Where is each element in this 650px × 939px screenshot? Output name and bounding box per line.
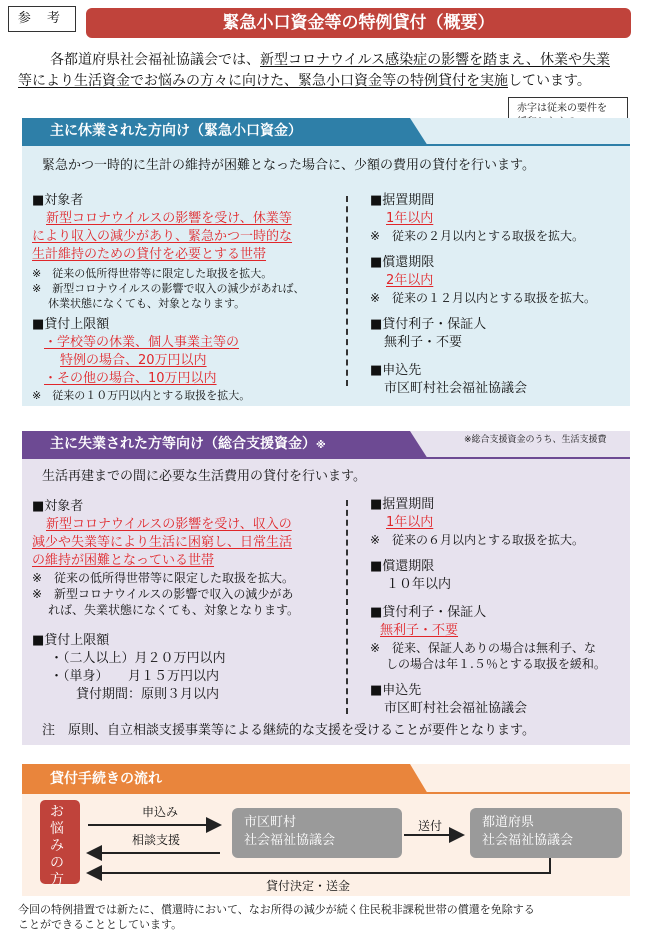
apply-label: ■申込先 xyxy=(370,363,422,378)
legend-note-line: 赤字は従来の要件を xyxy=(517,103,607,114)
limit-line: 特例の場合、20万円以内 xyxy=(60,353,207,368)
decision-arrow-label: 貸付決定・送金 xyxy=(266,879,351,893)
target-note: れば、失業状態になくても、対象となります。 xyxy=(48,603,300,617)
interest-value: 無利子・不要 xyxy=(380,623,459,638)
prefecture-line: 社会福祉協議会 xyxy=(482,833,574,848)
apply-label: ■申込先 xyxy=(370,683,422,698)
limit-line: 貸付期間：原則３月以内 xyxy=(76,687,220,702)
target-line: の維持が困難となっている世帯 xyxy=(32,553,215,568)
send-arrow-label: 送付 xyxy=(418,819,443,833)
section1-right-block xyxy=(370,192,630,398)
municipal-council-box xyxy=(232,808,402,858)
limit-line: ・（二人以上）月２０万円以内 xyxy=(50,651,226,666)
consult-arrow-label: 相談支援 xyxy=(132,833,181,847)
target-note: ※ 従来の低所得世帯等に限定した取扱を拡大。 xyxy=(32,267,273,280)
section1-divider xyxy=(346,196,348,386)
section2-heading-text: 主に失業された方等向け（総合支援資金） xyxy=(50,436,316,452)
defer-value: 1年以内 xyxy=(386,515,434,530)
municipal-line: 市区町村 xyxy=(244,815,297,830)
interest-label: ■貸付利子・保証人 xyxy=(370,317,487,332)
section2-heading xyxy=(22,431,326,457)
repay-label: ■償還期限 xyxy=(370,559,435,574)
intro-text: 各都道府県社会福祉協議会では、 xyxy=(50,52,260,68)
intro-text: しています。 xyxy=(508,73,591,89)
target-line: 減少や失業等により生活に困窮し、日常生活 xyxy=(32,535,293,550)
section2-heading-mark: ※ xyxy=(316,440,326,451)
limit-label: ■貸付上限額 xyxy=(32,633,110,648)
section2-limit-block xyxy=(32,632,332,704)
page-title: 緊急小口資金等の特例貸付（概要） xyxy=(86,8,631,38)
target-line: 新型コロナウイルスの影響を受け、休業等 xyxy=(46,211,292,226)
interest-value: 無利子・不要 xyxy=(384,335,463,350)
interest-label: ■貸付利子・保証人 xyxy=(370,605,487,620)
intro-paragraph xyxy=(18,50,632,92)
bottom-note-line: 今回の特例措置では新たに、償還時において、なお所得の減少が続く住民税非課税世帯の償還を免除する xyxy=(18,903,535,916)
interest-note: しの場合は年１.５％とする取扱を緩和。 xyxy=(386,657,606,671)
apply-value: 市区町村社会福祉協議会 xyxy=(384,381,528,396)
section2-lead: 生活再建までの間に必要な生活費用の貸付を行います。 xyxy=(42,469,366,484)
target-note: ※ 従来の低所得世帯等に限定した取扱を拡大。 xyxy=(32,571,295,585)
apply-arrow-label: 申込み xyxy=(142,805,179,819)
municipal-line: 社会福祉協議会 xyxy=(244,833,336,848)
target-line: 生計維持のための貸付を必要とする世帯 xyxy=(32,247,267,262)
limit-line: ・学校等の休業、個人事業主等の xyxy=(44,335,240,350)
repay-label: ■償還期限 xyxy=(370,255,435,270)
decision-arrow xyxy=(88,856,550,873)
repay-note: ※ 従来の１２月以内とする取扱を拡大。 xyxy=(370,291,597,305)
bottom-note-line: ことができることとしています。 xyxy=(18,918,183,931)
section2-side-note: ※総合支援資金のうち、生活支援費 xyxy=(464,435,607,445)
bottom-note xyxy=(18,902,638,932)
section2-right-block xyxy=(370,496,630,718)
intro-text-underlined: 等により生活資金でお悩みの方々に向けた、緊急小口資金等の特例貸付を実施 xyxy=(18,73,508,89)
section1-limit-block xyxy=(32,316,332,403)
section2-footnote: 注 原則、自立相談支援事業等による継続的な支援を受けることが要件となります。 xyxy=(42,723,535,738)
section1-lead: 緊急かつ一時的に生計の維持が困難となった場合に、少額の費用の貸付を行います。 xyxy=(42,158,535,173)
target-note: 休業状態になくても、対象となります。 xyxy=(48,297,246,310)
limit-line: ・その他の場合、10万円以内 xyxy=(44,371,217,386)
flow-heading: 貸付手続きの流れ xyxy=(50,771,162,787)
limit-note: ※ 従来の１０万円以内とする取扱を拡大。 xyxy=(32,389,251,402)
target-note: ※ 新型コロナウイルスの影響で収入の減少があ xyxy=(32,587,294,601)
defer-note: ※ 従来の６月以内とする取扱を拡大。 xyxy=(370,533,585,547)
repay-value: 2年以内 xyxy=(386,273,434,288)
limit-line: ・（単身） 月１５万円以内 xyxy=(50,669,220,684)
section2-divider xyxy=(346,500,348,714)
defer-label: ■据置期間 xyxy=(370,497,435,512)
prefecture-line: 都道府県 xyxy=(482,815,535,830)
section1-heading: 主に休業された方向け（緊急小口資金） xyxy=(50,123,302,139)
repay-value: １０年以内 xyxy=(386,577,452,592)
target-line: 新型コロナウイルスの影響を受け、収入の xyxy=(46,517,292,532)
person-label: お悩みの方 xyxy=(50,804,64,888)
limit-label: ■貸付上限額 xyxy=(32,317,110,332)
target-label: ■対象者 xyxy=(32,499,84,514)
defer-note: ※ 従来の２月以内とする取扱を拡大。 xyxy=(370,229,585,243)
prefecture-council-box xyxy=(470,808,622,858)
defer-label: ■据置期間 xyxy=(370,193,435,208)
apply-value: 市区町村社会福祉協議会 xyxy=(384,701,528,716)
defer-value: 1年以内 xyxy=(386,211,434,226)
section1-target-block xyxy=(32,192,332,311)
target-label: ■対象者 xyxy=(32,193,84,208)
intro-text-underlined: 新型コロナウイルス感染症の影響を踏まえ、休業や失業 xyxy=(260,52,610,68)
reference-label: 参 考 xyxy=(8,6,76,32)
target-line: により収入の減少があり、緊急かつ一時的な xyxy=(32,229,293,244)
section2-target-block xyxy=(32,498,332,618)
interest-note: ※ 従来、保証人ありの場合は無利子、な xyxy=(370,641,597,655)
target-note: ※ 新型コロナウイルスの影響で収入の減少があれば、 xyxy=(32,282,305,295)
